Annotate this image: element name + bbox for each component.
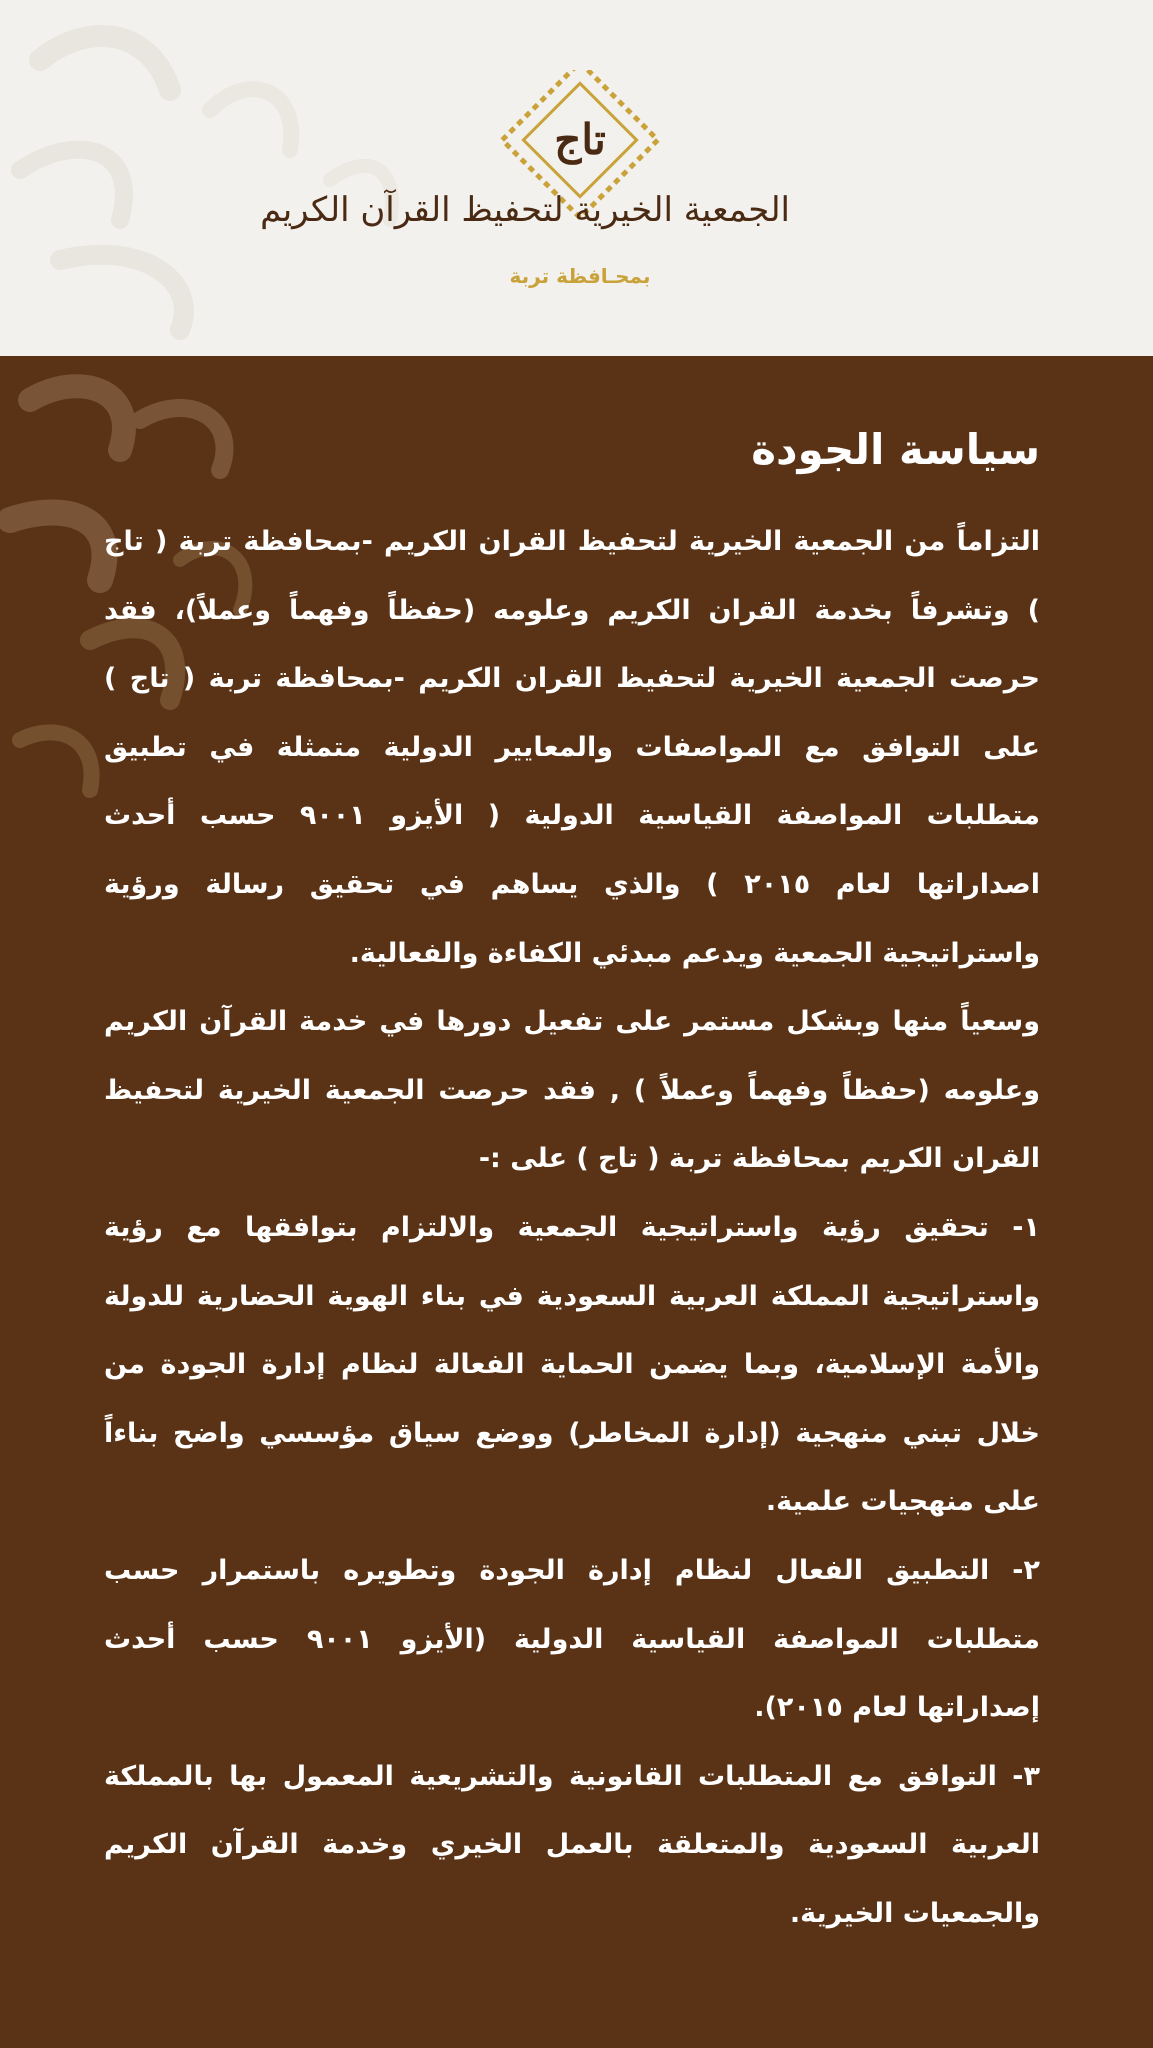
list-item-2: ٢- التطبيق الفعال لنظام إدارة الجودة وتطويره باستمرار حسب متطلبات المواصفة القياسية الدولية (الأيزو ٩٠٠١ حسب أحدث إصداراتها لعام ٢٠١٥). [104, 1554, 1040, 1724]
org-subtitle: بمحـافظة تربة [509, 264, 651, 288]
page-title: سياسة الجودة [751, 425, 1040, 474]
logo-monogram: تاج [554, 115, 606, 164]
org-name: الجمعية الخيرية لتحفيظ القرآن الكريم [260, 190, 790, 230]
list-item-3: ٣- التوافق مع المتطلبات القانونية والتشريعية المعمول بها بالمملكة العربية السعودية والمتعلقة بالعمل الخيري وخدمة القرآن الكريم والجمعيات الخيرية. [104, 1760, 1040, 1929]
paragraph-intro: التزاماً من الجمعية الخيرية لتحفيظ القران الكريم -بمحافظة تربة ( تاج ) وتشرفاً بخدمة القران الكريم وعلومه (حفظاً وفهماً وعملاً)، فقد حرصت الجمعية الخيرية لتحفيظ القران الكريم -بمحافظة تربة ( تاج ) على التوافق مع المواصفات والمعايير الدولية متمثلة في تطبيق متطلبات المواصفة القياسية الدولية ( الأيزو ٩٠٠١ حسب أحدث اصداراتها لعام ٢٠١٥ ) والذي يساهم في تحقيق رسالة ورؤية واستراتيجية الجمعية ويدعم مبدئي الكفاءة والفعالية. [104, 526, 1040, 969]
policy-content [104, 410, 1040, 1948]
list-item-1: ١- تحقيق رؤية واستراتيجية الجمعية والالتزام بتوافقها مع رؤية واستراتيجية المملكة العربية السعودية في بناء الهوية الحضارية للدولة والأمة الإسلامية، وبما يضمن الحماية الفعالة لنظام إدارة الجودة من خلال تبني منهجية (إدارة المخاطر) ووضع سياق مؤسسي واضح بناءاً على منهجيات علمية. [104, 1211, 1040, 1518]
paragraph-commitment: وسعياً منها وبشكل مستمر على تفعيل دورها في خدمة القرآن الكريم وعلومه (حفظاً وفهماً وعملاً ) , فقد حرصت الجمعية الخيرية لتحفيظ القران الكريم بمحافظة تربة ( تاج ) على :- [104, 1006, 1040, 1175]
